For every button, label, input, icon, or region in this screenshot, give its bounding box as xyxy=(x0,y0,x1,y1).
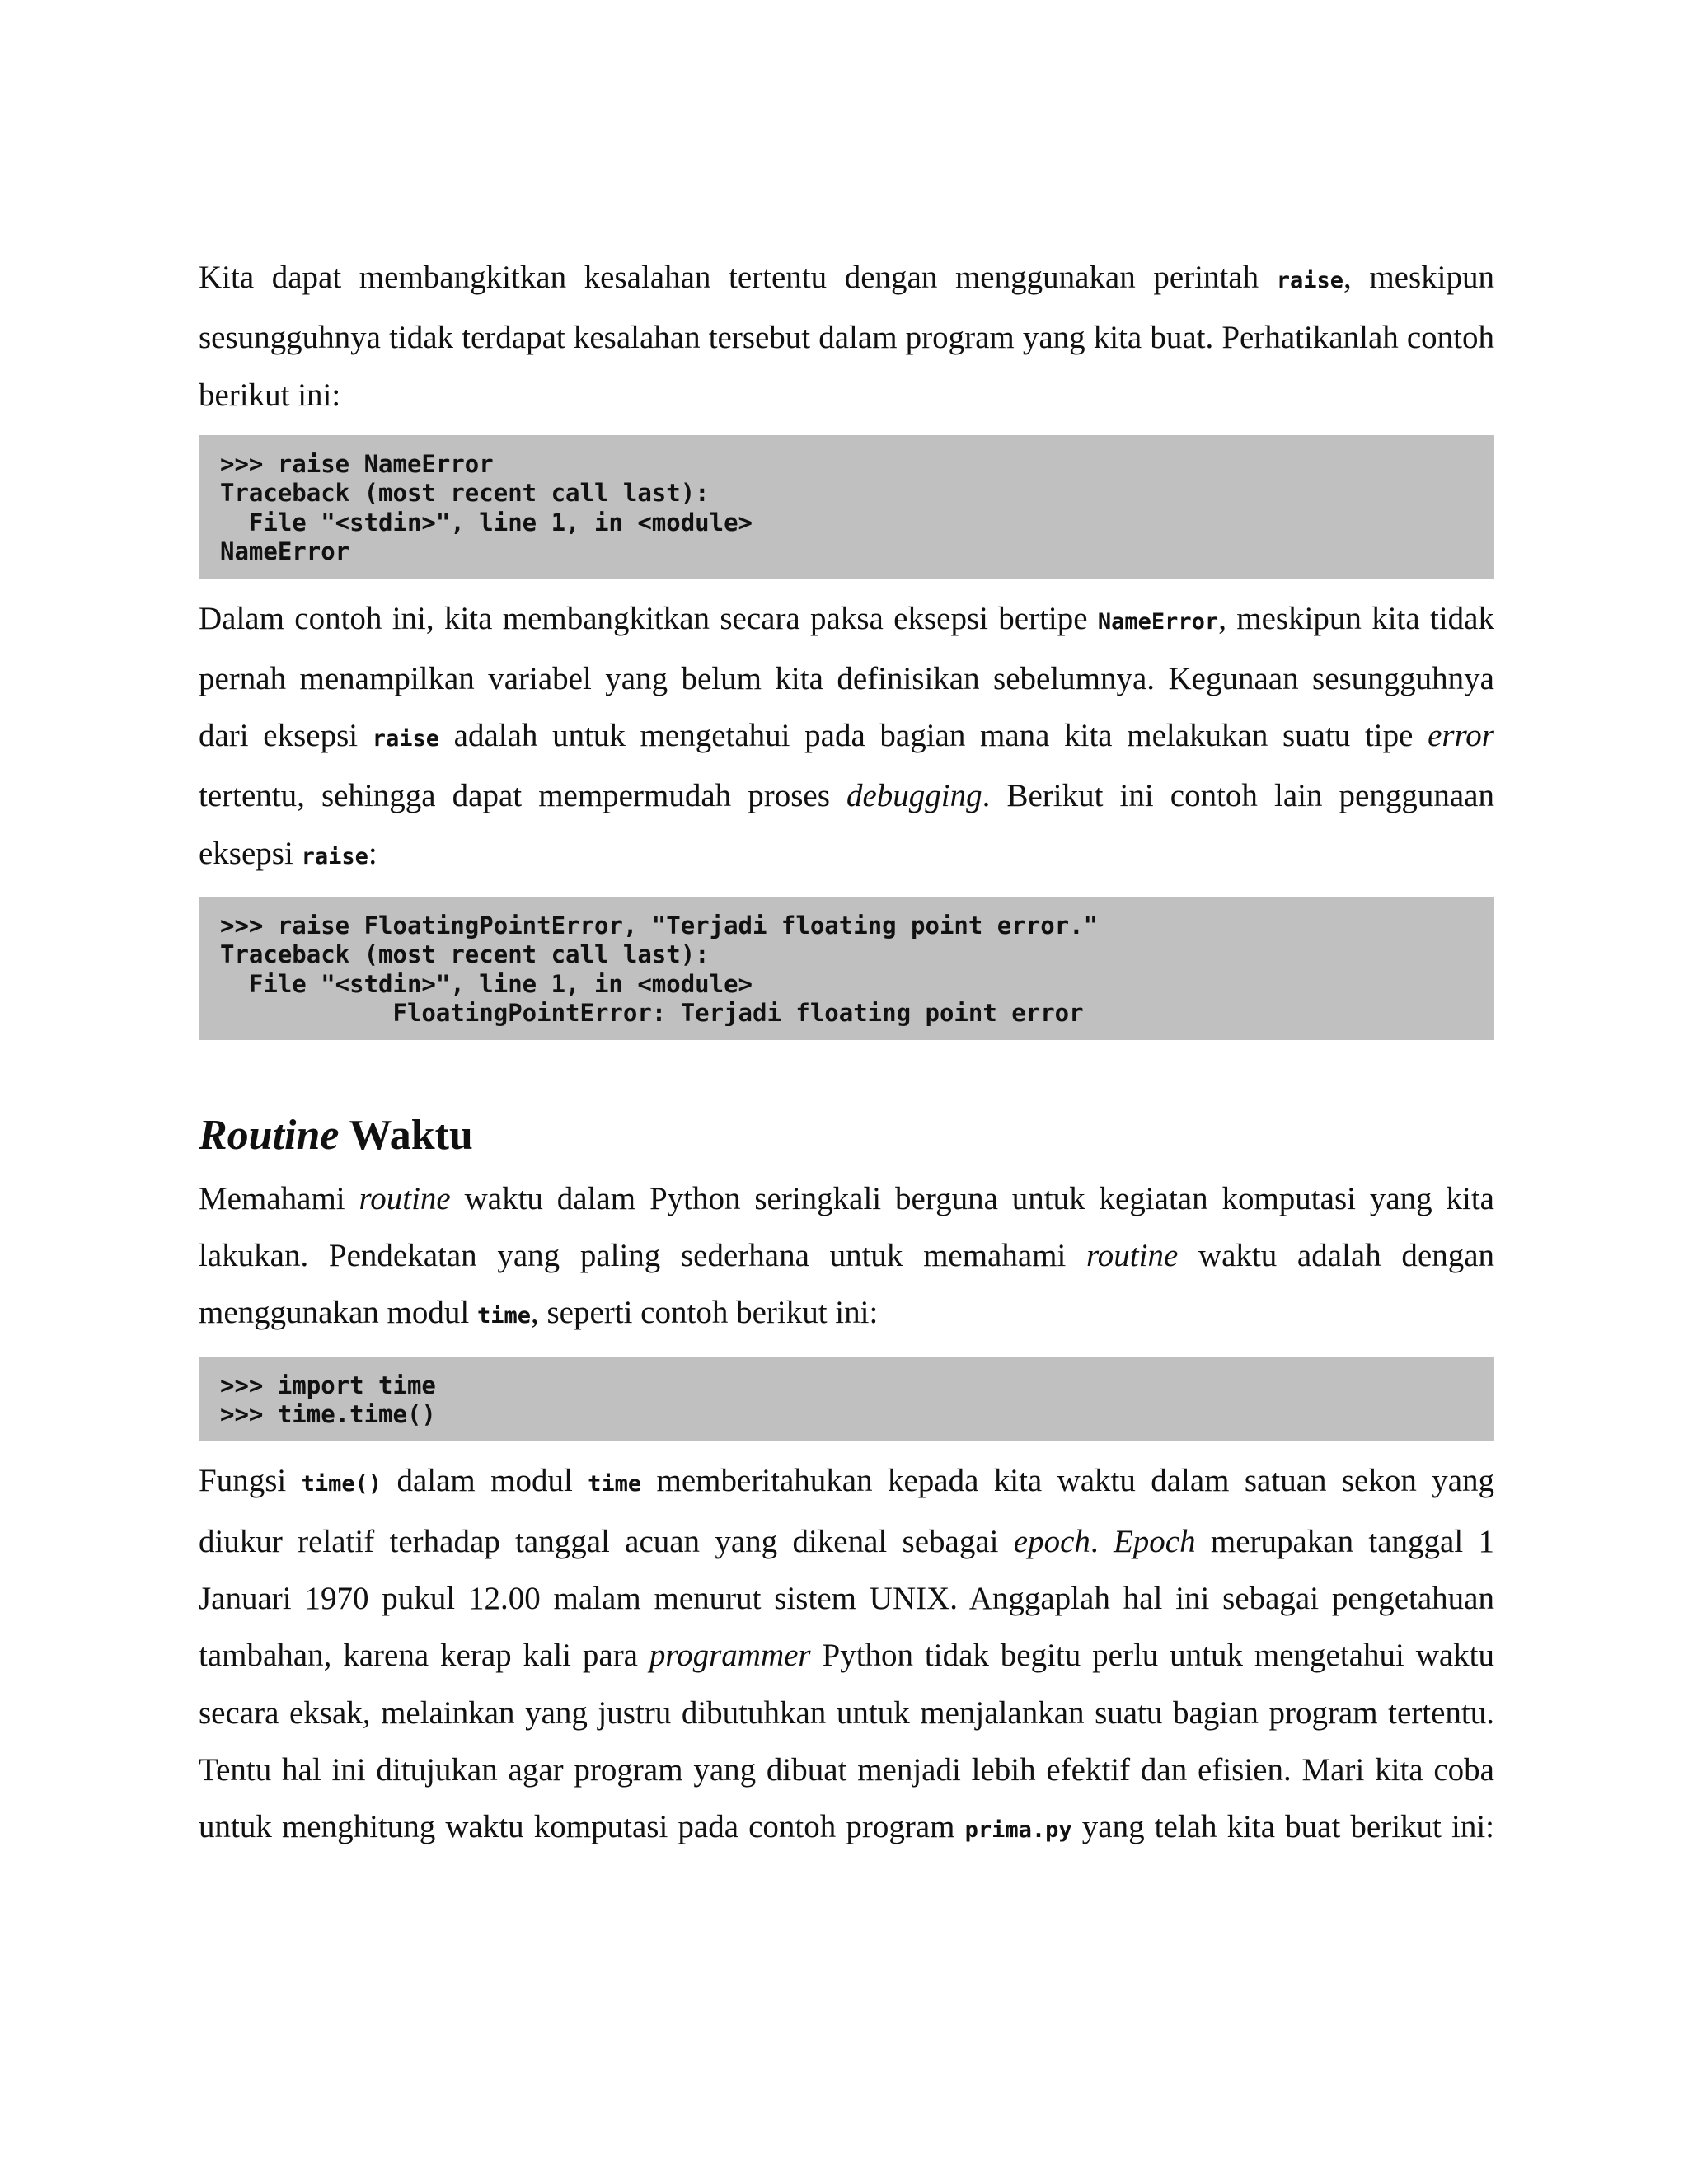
heading-italic: Routine xyxy=(199,1111,340,1159)
text-span: memberitahukan kepada kita waktu dalam satuan sekon yang diukur relatif terhadap tanggal acuan yang dikenal sebagai xyxy=(199,1463,1495,1559)
text-span: yang telah kita buat berikut ini: xyxy=(1071,1809,1495,1845)
code-block-nameerror xyxy=(199,435,1494,579)
text-span: , seperti contoh berikut ini: xyxy=(530,1295,879,1331)
code-line: File "<stdin>", line 1, in <module> xyxy=(220,508,753,537)
paragraph-time-function xyxy=(199,1452,1494,1858)
code-line: File "<stdin>", line 1, in <module> xyxy=(220,969,753,998)
text-span: Dalam contoh ini, kita membangkitkan secara paksa eksepsi bertipe xyxy=(199,600,1098,636)
inline-code: raise xyxy=(372,726,440,752)
code-line: >>> raise NameError xyxy=(220,449,494,478)
text-span: adalah untuk mengetahui pada bagian mana kita melakukan suatu tipe xyxy=(439,718,1428,754)
paragraph-raise-explanation xyxy=(199,590,1494,885)
inline-code: time() xyxy=(301,1471,382,1497)
code-block-floatingpointerror xyxy=(199,897,1494,1040)
italic-term: error xyxy=(1428,718,1494,754)
inline-code: prima.py xyxy=(964,1817,1072,1844)
italic-term: debugging xyxy=(846,778,982,814)
text-span: dalam modul xyxy=(382,1463,588,1499)
code-block-import-time xyxy=(199,1357,1494,1441)
code-line: NameError xyxy=(220,537,350,566)
inline-code: raise xyxy=(301,843,368,869)
text-span: : xyxy=(368,835,377,871)
text-span: Python tidak begitu perlu untuk mengetahui waktu secara eksak, melainkan yang justru dibutuhkan untuk menjalankan suatu bagian program tertentu. Tentu hal ini ditujukan agar program yang dibuat menjadi lebih efektif dan efisien. Mari kita coba untuk menghitung waktu komputasi pada contoh program xyxy=(199,1638,1495,1845)
paragraph-routine-intro xyxy=(199,1170,1494,1345)
inline-code: time xyxy=(476,1303,531,1329)
text-span: . xyxy=(1090,1523,1114,1559)
code-line: >>> time.time() xyxy=(220,1399,436,1428)
heading-rest: Waktu xyxy=(339,1111,473,1159)
paragraph-raise-intro xyxy=(199,249,1494,424)
code-line: FloatingPointError: Terjadi floating point error xyxy=(220,999,1084,1028)
italic-term: routine xyxy=(359,1180,451,1216)
section-heading xyxy=(199,1111,1494,1160)
italic-term: Epoch xyxy=(1113,1523,1196,1559)
text-span: waktu adalah dengan menggunakan modul xyxy=(199,1237,1495,1331)
text-span: , meskipun sesungguhnya tidak terdapat kesalahan tersebut dalam program yang kita buat. Perhatikanlah contoh berikut ini: xyxy=(199,260,1494,413)
code-line: >>> raise FloatingPointError, "Terjadi floating point error." xyxy=(220,912,1099,940)
inline-code: raise xyxy=(1276,268,1343,293)
text-span: , meskipun kita tidak pernah menampilkan variabel yang belum kita definisikan sebelumnya. Kegunaan sesungguhnya dari eksepsi xyxy=(199,600,1494,754)
text-span: Memahami xyxy=(199,1180,359,1216)
text-span: waktu dalam Python seringkali berguna untuk kegiatan komputasi yang kita lakukan. Pendekatan yang paling sederhana untuk memahami xyxy=(199,1180,1494,1273)
code-line: >>> import time xyxy=(220,1371,436,1399)
inline-code: time xyxy=(588,1471,642,1497)
text-span: Kita dapat membangkitkan kesalahan tertentu dengan menggunakan perintah xyxy=(199,260,1277,295)
text-span: . Berikut ini contoh lain penggunaan eksepsi xyxy=(199,778,1494,871)
italic-term: programmer xyxy=(649,1638,811,1674)
italic-term: epoch xyxy=(1013,1523,1090,1559)
inline-code: NameError xyxy=(1097,608,1219,635)
text-span: tertentu, sehingga dapat mempermudah proses xyxy=(199,778,846,814)
code-line: Traceback (most recent call last): xyxy=(220,479,710,508)
italic-term: routine xyxy=(1086,1237,1179,1273)
text-span: Fungsi xyxy=(199,1463,302,1499)
code-line: Traceback (most recent call last): xyxy=(220,940,710,969)
text-span: merupakan tanggal 1 Januari 1970 pukul 12.00 malam menurut sistem UNIX. Anggaplah hal ini sebagai pengetahuan tambahan, karena kerap kali para xyxy=(199,1523,1494,1674)
document-page xyxy=(199,249,1494,1858)
